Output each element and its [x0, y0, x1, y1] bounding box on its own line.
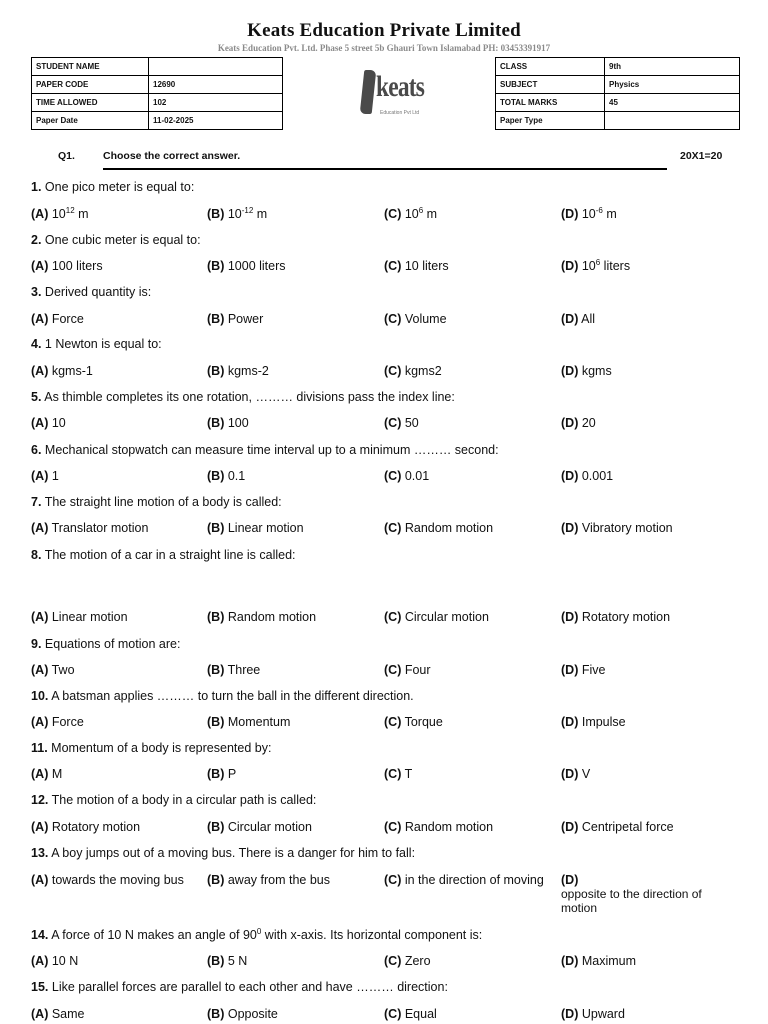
option-text: Momentum	[227, 715, 291, 729]
option-text: V	[581, 767, 591, 781]
option-letter: (A)	[31, 820, 49, 834]
option-a[interactable]	[31, 207, 203, 221]
option-letter: (B)	[207, 364, 225, 378]
option-letter: (A)	[31, 873, 49, 887]
option-a[interactable]	[31, 610, 203, 624]
option-text: 100 liters	[51, 259, 103, 273]
option-letter: (C)	[384, 873, 402, 887]
option-text: 10 N	[51, 954, 79, 968]
paper-info-value	[605, 112, 740, 130]
logo-wordmark: keats	[376, 70, 425, 103]
option-d[interactable]	[561, 610, 733, 624]
option-d[interactable]	[561, 521, 733, 535]
option-letter: (C)	[384, 767, 402, 781]
option-a[interactable]	[31, 1007, 203, 1021]
option-c[interactable]	[384, 521, 556, 535]
question-stem	[31, 443, 499, 457]
question-number: 13.	[31, 846, 49, 860]
question-text: 1 Newton is equal to:	[44, 337, 162, 351]
option-text: Torque	[404, 715, 443, 729]
option-letter: (B)	[207, 610, 225, 624]
option-text: Circular motion	[227, 820, 312, 834]
option-letter: (C)	[384, 820, 402, 834]
option-letter: (B)	[207, 663, 225, 677]
question-number: 6.	[31, 443, 42, 457]
option-text: Circular motion	[404, 610, 489, 624]
option-c[interactable]	[384, 767, 556, 781]
paper-info-row	[496, 94, 740, 112]
option-letter: (C)	[384, 1007, 402, 1021]
option-letter: (B)	[207, 207, 225, 221]
option-a[interactable]	[31, 954, 203, 968]
option-letter: (A)	[31, 259, 49, 273]
section-instruction: Choose the correct answer.	[103, 150, 241, 162]
option-letter: (A)	[31, 715, 49, 729]
option-b[interactable]	[207, 767, 379, 781]
question-number: 3.	[31, 285, 42, 299]
option-text: Linear motion	[227, 521, 304, 535]
section-underline	[103, 168, 667, 170]
option-d[interactable]	[561, 715, 733, 729]
question-number: 12.	[31, 793, 49, 807]
option-text: 10	[51, 416, 66, 430]
option-text: in the direction of moving	[404, 873, 544, 887]
student-info-value	[149, 58, 283, 76]
option-c[interactable]	[384, 312, 556, 326]
option-a[interactable]	[31, 416, 203, 430]
question-stem	[31, 233, 201, 247]
question-number: 2.	[31, 233, 42, 247]
option-c[interactable]	[384, 663, 556, 677]
option-letter: (C)	[384, 469, 402, 483]
question-text: A batsman applies ……… to turn the ball in the different direction.	[51, 689, 414, 703]
option-text: 1	[51, 469, 59, 483]
option-text: 5 N	[227, 954, 248, 968]
student-info-table	[31, 57, 283, 130]
option-a[interactable]	[31, 820, 203, 834]
option-text: Random motion	[404, 521, 494, 535]
option-d[interactable]	[561, 954, 733, 968]
student-info-row	[32, 76, 283, 94]
option-b[interactable]	[207, 207, 379, 221]
student-info-row	[32, 58, 283, 76]
section-number: Q1.	[58, 150, 75, 162]
option-text: Force	[51, 312, 84, 326]
option-letter: (D)	[561, 1007, 579, 1021]
option-text: Power	[227, 312, 264, 326]
option-b[interactable]	[207, 469, 379, 483]
option-c[interactable]	[384, 259, 556, 273]
option-text: 50	[404, 416, 419, 430]
option-text: Two	[51, 663, 75, 677]
option-d[interactable]	[561, 259, 733, 273]
option-text: Rotatory motion	[51, 820, 141, 834]
option-exponent: -12	[241, 205, 254, 215]
option-text: Maximum	[581, 954, 637, 968]
paper-info-label: CLASS	[496, 58, 605, 76]
paper-info-label: TOTAL MARKS	[496, 94, 605, 112]
question-stem	[31, 285, 151, 299]
keats-logo	[358, 64, 426, 124]
option-c[interactable]	[384, 416, 556, 430]
paper-info-row	[496, 76, 740, 94]
option-d[interactable]	[561, 312, 733, 326]
option-d[interactable]	[561, 469, 733, 483]
option-letter: (D)	[561, 521, 579, 535]
option-letter: (A)	[31, 416, 49, 430]
option-text: All	[581, 312, 596, 326]
option-text: 0.001	[581, 469, 614, 483]
option-text: T	[404, 767, 413, 781]
option-exponent: 6	[595, 257, 601, 267]
option-text: kgms2	[404, 364, 442, 378]
option-letter: (D)	[561, 715, 579, 729]
question-stem	[31, 928, 482, 942]
option-c[interactable]	[384, 715, 556, 729]
institution-title: Keats Education Private Limited	[247, 20, 521, 41]
option-text: Upward	[581, 1007, 625, 1021]
question-stem	[31, 495, 282, 509]
option-b[interactable]	[207, 954, 379, 968]
option-text: Centripetal force	[581, 820, 674, 834]
option-letter: (D)	[561, 954, 579, 968]
option-letter: (B)	[207, 312, 225, 326]
logo-mark-icon	[360, 70, 377, 114]
option-text: opposite to the direction of motion	[561, 887, 702, 915]
option-b[interactable]	[207, 416, 379, 430]
option-text: 0.01	[404, 469, 430, 483]
option-letter: (C)	[384, 207, 402, 221]
question-stem	[31, 980, 448, 994]
option-letter: (C)	[384, 954, 402, 968]
question-stem	[31, 390, 455, 404]
question-text: Momentum of a body is represented by:	[51, 741, 272, 755]
student-info-label: PAPER CODE	[32, 76, 149, 94]
option-d[interactable]	[561, 663, 733, 677]
question-text: Equations of motion are:	[44, 637, 181, 651]
question-text: The motion of a car in a straight line is called:	[44, 548, 296, 562]
option-letter: (D)	[561, 207, 579, 221]
option-c[interactable]	[384, 364, 556, 378]
question-stem	[31, 741, 271, 755]
option-letter: (D)	[561, 820, 579, 834]
paper-info-row	[496, 112, 740, 130]
option-text: Vibratory motion	[581, 521, 673, 535]
option-text: Zero	[404, 954, 431, 968]
question-number: 9.	[31, 637, 42, 651]
option-b[interactable]	[207, 820, 379, 834]
option-letter: (C)	[384, 312, 402, 326]
option-text: 1000 liters	[227, 259, 286, 273]
option-d[interactable]	[561, 820, 733, 834]
question-number: 11.	[31, 741, 48, 755]
option-letter: (A)	[31, 521, 49, 535]
option-text: Rotatory motion	[581, 610, 671, 624]
question-text: One pico meter is equal to:	[44, 180, 195, 194]
option-text: 10	[51, 207, 66, 221]
option-exponent: -6	[595, 205, 603, 215]
option-a[interactable]	[31, 873, 203, 887]
option-d[interactable]	[561, 1007, 733, 1021]
student-info-value: 102	[149, 94, 283, 112]
option-unit: m	[602, 207, 617, 221]
option-text: Random motion	[404, 820, 494, 834]
option-text: P	[227, 767, 237, 781]
institution-address: Keats Education Pvt. Ltd. Phase 5 street 5b Ghauri Town Islamabad PH: 03453391917	[217, 43, 551, 53]
option-c[interactable]	[384, 873, 556, 887]
student-info-row	[32, 94, 283, 112]
paper-info-value: Physics	[605, 76, 740, 94]
question-number: 7.	[31, 495, 42, 509]
question-number: 10.	[31, 689, 49, 703]
option-text: M	[51, 767, 63, 781]
option-text: 10	[227, 207, 242, 221]
question-text: One cubic meter is equal to:	[44, 233, 201, 247]
option-d[interactable]	[561, 416, 733, 430]
option-b[interactable]	[207, 715, 379, 729]
option-letter: (D)	[561, 873, 579, 887]
option-b[interactable]	[207, 1007, 379, 1021]
option-d[interactable]	[561, 767, 733, 781]
option-text: Three	[227, 663, 261, 677]
student-info-row	[32, 112, 283, 130]
paper-info-row	[496, 58, 740, 76]
option-unit: m	[74, 207, 89, 221]
option-c[interactable]	[384, 469, 556, 483]
option-text: away from the bus	[227, 873, 330, 887]
student-info-value: 12690	[149, 76, 283, 94]
option-text: Force	[51, 715, 84, 729]
option-text: 100	[227, 416, 249, 430]
question-number: 1.	[31, 180, 42, 194]
option-letter: (C)	[384, 416, 402, 430]
student-info-label: STUDENT NAME	[32, 58, 149, 76]
paper-info-table	[495, 57, 740, 130]
option-text: Five	[581, 663, 606, 677]
option-letter: (B)	[207, 767, 225, 781]
option-letter: (A)	[31, 364, 49, 378]
option-letter: (A)	[31, 207, 49, 221]
option-a[interactable]	[31, 521, 203, 535]
option-text: 0.1	[227, 469, 246, 483]
option-letter: (C)	[384, 610, 402, 624]
option-text: 10	[404, 207, 419, 221]
question-stem	[31, 180, 194, 194]
question-text: Like parallel forces are parallel to each other and have ……… direction:	[51, 980, 448, 994]
option-letter: (A)	[31, 312, 49, 326]
option-letter: (D)	[561, 312, 579, 326]
question-text: Mechanical stopwatch can measure time interval up to a minimum ……… second:	[44, 443, 499, 457]
option-text: 10 liters	[404, 259, 449, 273]
option-letter: (B)	[207, 259, 225, 273]
option-text: Opposite	[227, 1007, 278, 1021]
option-text: kgms-1	[51, 364, 93, 378]
option-text: Equal	[404, 1007, 437, 1021]
option-letter: (A)	[31, 663, 49, 677]
option-c[interactable]	[384, 820, 556, 834]
option-b[interactable]	[207, 312, 379, 326]
question-number: 14.	[31, 928, 49, 942]
option-b[interactable]	[207, 521, 379, 535]
question-number: 5.	[31, 390, 42, 404]
option-text: Linear motion	[51, 610, 128, 624]
option-a[interactable]	[31, 312, 203, 326]
logo-tagline: Education Pvt Ltd	[380, 110, 420, 116]
option-b[interactable]	[207, 610, 379, 624]
option-letter: (B)	[207, 873, 225, 887]
question-text: As thimble completes its one rotation, ……… divisions pass the index line:	[44, 390, 455, 404]
question-text: A boy jumps out of a moving bus. There is a danger for him to fall:	[51, 846, 416, 860]
option-letter: (C)	[384, 521, 402, 535]
option-letter: (D)	[561, 364, 579, 378]
option-c[interactable]	[384, 207, 556, 221]
option-b[interactable]	[207, 873, 379, 887]
option-letter: (D)	[561, 469, 579, 483]
option-letter: (B)	[207, 954, 225, 968]
option-letter: (C)	[384, 364, 402, 378]
student-info-label: Paper Date	[32, 112, 149, 130]
question-number: 15.	[31, 980, 49, 994]
option-letter: (B)	[207, 1007, 225, 1021]
question-text-tail: with x-axis. Its horizontal component is:	[261, 928, 483, 942]
option-text: Impulse	[581, 715, 626, 729]
option-d[interactable]	[561, 364, 733, 378]
student-info-label: TIME ALLOWED	[32, 94, 149, 112]
option-letter: (A)	[31, 610, 49, 624]
question-text: Derived quantity is:	[44, 285, 152, 299]
paper-info-label: Paper Type	[496, 112, 605, 130]
option-letter: (C)	[384, 259, 402, 273]
option-unit: m	[423, 207, 438, 221]
option-letter: (D)	[561, 767, 579, 781]
option-letter: (B)	[207, 715, 225, 729]
option-text: Random motion	[227, 610, 317, 624]
question-text: A force of 10 N makes an angle of 90	[51, 928, 257, 942]
option-letter: (C)	[384, 715, 402, 729]
option-letter: (D)	[561, 416, 579, 430]
question-stem	[31, 548, 296, 562]
option-c[interactable]	[384, 954, 556, 968]
option-d[interactable]	[561, 207, 733, 221]
option-letter: (D)	[561, 610, 579, 624]
option-text: 20	[581, 416, 596, 430]
option-letter: (B)	[207, 416, 225, 430]
question-number: 4.	[31, 337, 42, 351]
option-a[interactable]	[31, 767, 203, 781]
option-text: kgms-2	[227, 364, 269, 378]
option-unit: liters	[600, 259, 631, 273]
option-c[interactable]	[384, 610, 556, 624]
question-stem	[31, 637, 180, 651]
option-text: 10	[581, 207, 596, 221]
option-a[interactable]	[31, 715, 203, 729]
option-b[interactable]	[207, 364, 379, 378]
option-letter: (B)	[207, 521, 225, 535]
option-b[interactable]	[207, 259, 379, 273]
question-superscript: 0	[256, 926, 262, 936]
option-a[interactable]	[31, 259, 203, 273]
paper-info-value: 45	[605, 94, 740, 112]
question-text: The motion of a body in a circular path is called:	[51, 793, 317, 807]
option-c[interactable]	[384, 1007, 556, 1021]
option-letter: (A)	[31, 1007, 49, 1021]
option-a[interactable]	[31, 663, 203, 677]
option-exponent: 6	[418, 205, 424, 215]
option-letter: (D)	[561, 663, 579, 677]
option-letter: (B)	[207, 469, 225, 483]
option-b[interactable]	[207, 663, 379, 677]
option-a[interactable]	[31, 364, 203, 378]
option-exponent: 12	[65, 205, 75, 215]
option-text: Translator motion	[51, 521, 149, 535]
question-stem	[31, 689, 414, 703]
option-letter: (A)	[31, 767, 49, 781]
option-letter: (B)	[207, 820, 225, 834]
option-text: Same	[51, 1007, 85, 1021]
option-text: 10	[581, 259, 596, 273]
option-text: kgms	[581, 364, 612, 378]
option-a[interactable]	[31, 469, 203, 483]
student-info-value: 11-02-2025	[149, 112, 283, 130]
option-letter: (A)	[31, 469, 49, 483]
question-stem	[31, 846, 415, 860]
question-stem	[31, 793, 316, 807]
option-text: towards the moving bus	[51, 873, 184, 887]
question-stem	[31, 337, 162, 351]
option-letter: (C)	[384, 663, 402, 677]
option-letter: (D)	[561, 259, 579, 273]
question-text: The straight line motion of a body is called:	[44, 495, 282, 509]
option-text: Four	[404, 663, 431, 677]
question-number: 8.	[31, 548, 42, 562]
option-unit: m	[253, 207, 268, 221]
paper-info-value: 9th	[605, 58, 740, 76]
option-text: Volume	[404, 312, 447, 326]
option-d[interactable]	[561, 873, 733, 915]
paper-info-label: SUBJECT	[496, 76, 605, 94]
section-marks: 20X1=20	[680, 150, 723, 162]
option-letter: (A)	[31, 954, 49, 968]
